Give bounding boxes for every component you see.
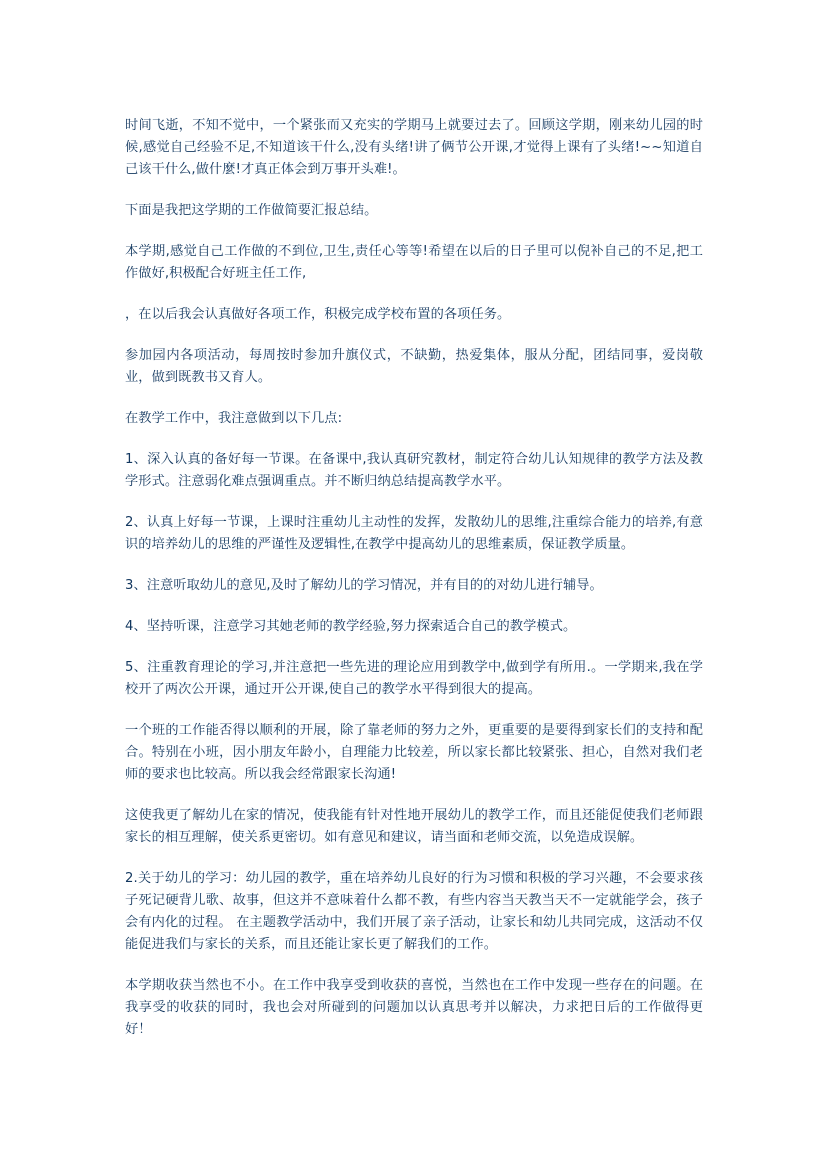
paragraph-commitment: ，在以后我会认真做好各项工作，积极完成学校布置的各项任务。 (125, 307, 511, 322)
paragraph-activities: 参加园内各项活动，每周按时参加升旗仪式，不缺勤，热爱集体，服从分配，团结同事，爱岗敬业，做到既教书又育人。 (125, 348, 703, 385)
paragraph-teaching-lead: 在教学工作中，我注意做到以下几点: (125, 411, 343, 426)
paragraph-learning: 2.关于幼儿的学习：幼儿园的教学，重在培养幼儿良好的行为习惯和积极的学习兴趣，不会要求孩子死记硬背儿歌、故事，但这并不意味着什么都不教，有些内容当天教当天不一定就能学会，孩子会有内化的过程。 在主题教学活动中，我们开展了亲子活动，让家长和幼儿共同完成，这活动不仅能促进我们与家长的关系，而且还能让家长更了解我们的工作。 (125, 871, 703, 952)
paragraph-point-1: 1、深入认真的备好每一节课。在备课中,我认真研究教材，制定符合幼儿认知规律的教学方法及教学形式。注意弱化难点强调重点。并不断归纳总结提高教学水平。 (125, 452, 703, 489)
paragraph-self-review: 本学期,感觉自己工作做的不到位,卫生,责任心等等!希望在以后的日子里可以倪补自己的不足,把工作做好,积极配合好班主任工作, (125, 244, 703, 281)
paragraph-point-2: 2、认真上好每一节课，上课时注重幼儿主动性的发挥，发散幼儿的思维,注重综合能力的培养,有意识的培养幼儿的思维的严谨性及逻辑性,在教学中提高幼儿的思维素质，保证教学质量。 (125, 515, 703, 552)
paragraph-parents-cooperation: 一个班的工作能否得以顺利的开展，除了靠老师的努力之外，更重要的是要得到家长们的支持和配合。特别在小班，因小朋友年龄小，自理能力比较差，所以家长都比较紧张、担心，自然对我们老师的要求也比较高。所以我会经常跟家长沟通! (125, 723, 703, 782)
document-body (125, 115, 703, 1060)
paragraph-summary-lead: 下面是我把这学期的工作做简要汇报总结。 (125, 203, 378, 218)
paragraph-parents-communication: 这使我更了解幼儿在家的情况，使我能有针对性地开展幼儿的教学工作，而且还能促使我们老师跟家长的相互理解，使关系更密切。如有意见和建议，请当面和老师交流，以免造成误解。 (125, 808, 703, 845)
paragraph-point-5: 5、注重教育理论的学习,并注意把一些先进的理论应用到教学中,做到学有所用.。一学期来,我在学校开了两次公开课，通过开公开课,使自己的教学水平得到很大的提高。 (125, 660, 703, 697)
paragraph-intro: 时间飞逝，不知不觉中，一个紧张而又充实的学期马上就要过去了。回顾这学期，刚来幼儿园的时候,感觉自己经验不足,不知道该干什么,没有头绪!讲了俩节公开课,才觉得上课有了头绪!~~知道自己该干什么,做什麼!才真正体会到万事开头难!。 (125, 118, 703, 177)
paragraph-point-4: 4、坚持听课，注意学习其她老师的教学经验,努力探索适合自己的教学模式。 (125, 619, 577, 634)
paragraph-point-3: 3、注意听取幼儿的意见,及时了解幼儿的学习情况，并有目的的对幼儿进行辅导。 (125, 578, 603, 593)
paragraph-conclusion: 本学期收获当然也不小。在工作中我享受到收获的喜悦，当然也在工作中发现一些存在的问题。在我享受的收获的同时，我也会对所碰到的问题加以认真思考并以解决，力求把日后的工作做得更好！ (125, 978, 703, 1037)
